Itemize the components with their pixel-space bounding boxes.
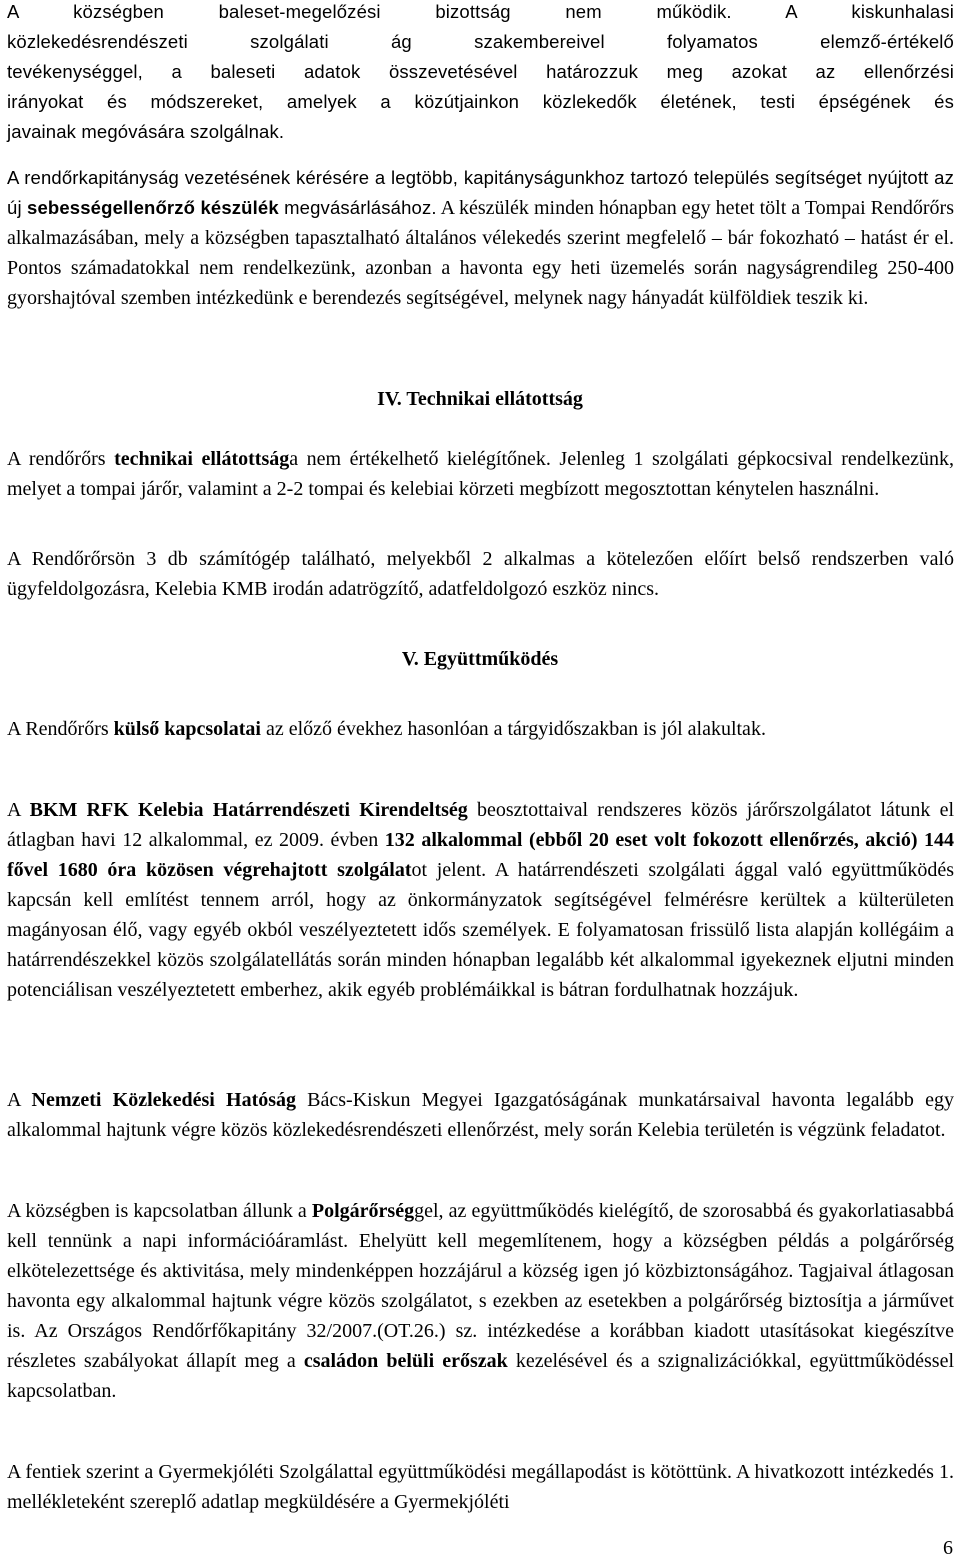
section-heading-iv: IV. Technikai ellátottság <box>377 388 583 410</box>
paragraph-border-police <box>7 795 954 1005</box>
paragraph-child-welfare <box>7 1457 954 1517</box>
paragraph-text: A rendőrkapitányság vezetésének kérésére a legtöbb, kapitányságunkhoz tartozó település segítséget nyújtott az új sebességellenőrző készülék megvásárlásához. A készülék minden hónapban egy hetet tölt a Tompai Rendőrőrs alkalmazásában, mely a községben tapasztalható általános vélekedés szerint megfelelő – bár fokozható – hatást ér el. Pontos számadatokkal nem rendelkezünk, azonban a havonta egy heti üzemelés során nagyságrendileg 250-400 gyorshajtóval szemben intézkedünk e berendezés segítségével, melynek nagy hányadát külföldiek teszik ki. <box>7 167 955 309</box>
emphasis-text: 132 alkalommal (ebből 20 eset volt fokozott ellenőrzés, akció) 144 fővel 1680 óra közösen végrehajtott szolgálat <box>7 829 955 881</box>
paragraph-civil-guard <box>7 1196 954 1406</box>
section-heading-v: V. Együttműködés <box>401 648 559 670</box>
paragraph-text: A Rendőrőrsön 3 db számítógép található, melyekből 2 alkalmas a kötelezően előírt belső rendszerben való ügyfeldolgozásra, Kelebia KMB irodán adatrögzítő, adatfeldolgozó eszköz nincs. <box>7 548 954 600</box>
page-number: 6 <box>943 1537 953 1559</box>
emphasis-text: Polgárőrség <box>311 1200 415 1222</box>
text-line: irányokat és módszereket, amelyek a közútjainkon közlekedők életének, testi épségének és <box>7 91 954 112</box>
text-line: közlekedésrendészeti szolgálati ág szakembereivel folyamatos elemző-értékelő <box>7 31 954 52</box>
emphasis-text: technikai ellátottság <box>114 448 290 470</box>
emphasis-text: családon belüli erőszak <box>303 1350 508 1372</box>
text-line: javainak megóvására szolgálnak. <box>7 121 285 142</box>
paragraph-traffic-safety <box>7 0 954 147</box>
emphasis-text: Nemzeti Közlekedési Hatóság <box>31 1089 297 1111</box>
paragraph-text: A községben is kapcsolatban állunk a Polgárőrséggel, az együttműködés kielégítő, de szorosabbá és gyakorlatiasabbá kell tennünk a napi információáramlást. Ehelyütt kell megemlítenem, hogy a községben példás a polgárőrség elkötelezettsége és aktivitása, mely mindenképpen hozzájárul a község igen jó közbiztonságához. Tagjaival átlagosan havonta egy alkalommal hajtunk végre közös szolgálatot, s ezekben az esetekben a polgárőrség biztosítja a járművet is. Az Országos Rendőrfőkapitány 32/2007.(OT.26.) sz. intézkedése a korábban kiadott utasításokat kiegészítve részletes szabályokat állapít meg a családon belüli erőszak kezelésével és a szignalizációkkal, együttműködéssel kapcsolatban. <box>7 1200 955 1402</box>
paragraph-computers <box>7 544 954 604</box>
emphasis-text: sebességellenőrző készülék <box>27 197 279 218</box>
paragraph-external-relations <box>7 714 954 744</box>
paragraph-technical-equipment <box>7 444 954 504</box>
paragraph-text: A BKM RFK Kelebia Határrendészeti Kirendeltség beosztottaival rendszeres közös járőrszolgálatot látunk el átlagban havi 12 alkalommal, ez 2009. évben 132 alkalommal (ebből 20 eset volt fokozott ellenőrzés, akció) 144 fővel 1680 óra közösen végrehajtott szolgálatot jelent. A határrendészeti szolgálati ággal való együttműködés kapcsán kell említést tennem arról, hogy az önkormányzatok segítségével felmérésre kerültek a külterületen magányosan élő, vagy egyéb okból veszélyeztetett idős személyek. E folyamatosan frissülő lista alapján kollégáim a határrendészekkel közös szolgálatellátás során minden hónapban legalább két alkalommal igyekeznek eljutni minden potenciálisan veszélyeztetett emberhez, akik egyéb problémáikkal is bátran fordulhatnak hozzájuk. <box>7 799 955 1001</box>
text-line: tevékenységgel, a baleseti adatok összevetésével határozzuk meg azokat az ellenőrzési <box>7 61 954 82</box>
emphasis-text: külső kapcsolatai <box>113 718 261 740</box>
paragraph-speed-camera <box>7 163 954 313</box>
paragraph-text: A Rendőrőrs külső kapcsolatai az előző évekhez hasonlóan a tárgyidőszakban is jól alakultak. <box>7 718 766 740</box>
text-line: A községben baleset-megelőzési bizottság nem működik. A kiskunhalasi <box>7 1 954 22</box>
emphasis-text: BKM RFK Kelebia Határrendészeti Kirendeltség <box>29 799 468 821</box>
paragraph-text: A rendőrőrs technikai ellátottsága nem értékelhető kielégítőnek. Jelenleg 1 szolgálati gépkocsival rendelkezünk, melyet a tompai járőr, valamint a 2-2 tompai és kelebiai körzeti megbízott megosztottan kénytelen használni. <box>7 448 954 500</box>
paragraph-text: A fentiek szerint a Gyermekjóléti Szolgálattal együttműködési megállapodást is kötöttünk. A hivatkozott intézkedés 1. mellékleteként szereplő adatlap megküldésére a Gyermekjóléti <box>7 1461 954 1513</box>
paragraph-transport-authority <box>7 1085 954 1145</box>
paragraph-text: A Nemzeti Közlekedési Hatóság Bács-Kiskun Megyei Igazgatóságának munkatársaival havonta legalább egy alkalommal hajtunk végre közös közlekedésrendészeti ellenőrzést, mely során Kelebia területén is végzünk feladatot. <box>7 1089 954 1141</box>
